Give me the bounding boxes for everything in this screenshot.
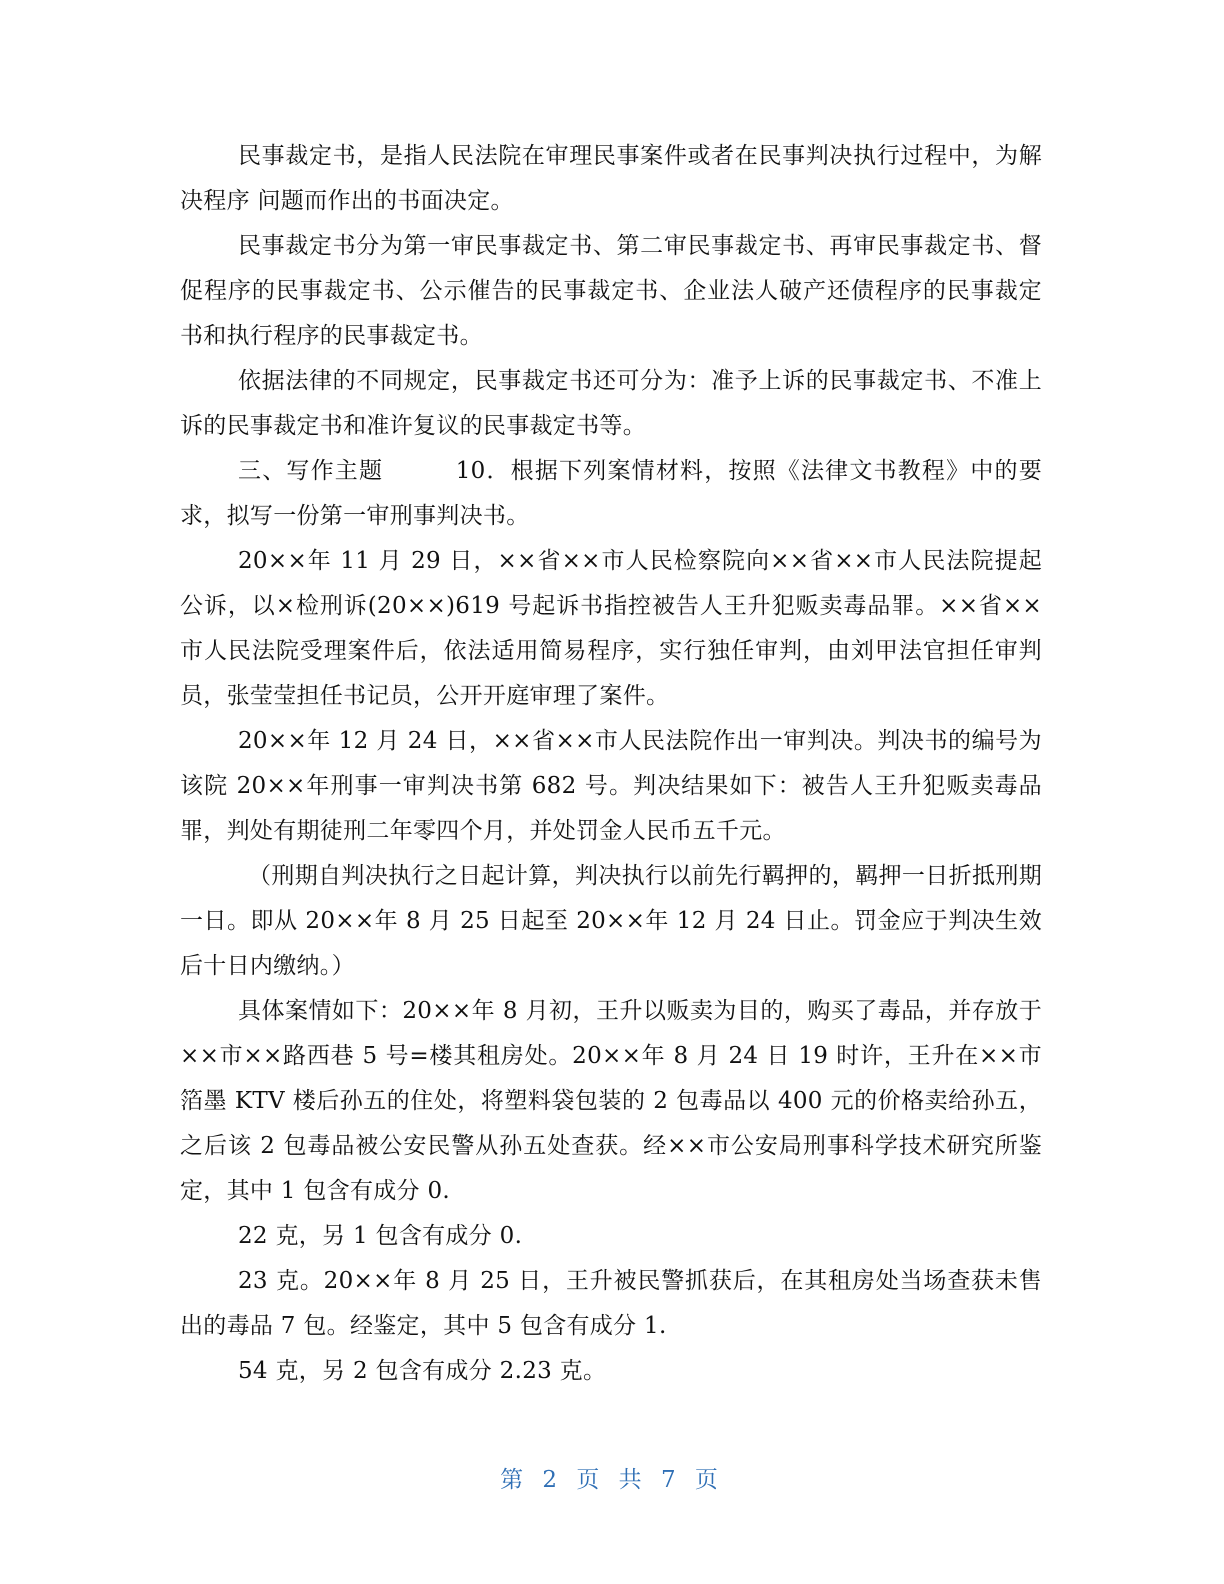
paragraph-legal-types: 依据法律的不同规定，民事裁定书还可分为：准予上诉的民事裁定书、不准上诉的民事裁定书和准许复议的民事裁定书等。	[180, 368, 1042, 439]
paragraph-prosecution: 20××年 11 月 29 日，××省××市人民检察院向××省××市人民法院提起公诉，以×检刑诉(20××)619 号起诉书指控被告人王升犯贩卖毒品罪。××省××市人民法院受理案件后，依法适用简易程序，实行独任审判，由刘甲法官担任审判员，张莹莹担任书记员，公开开庭审理了案件。	[180, 548, 1042, 709]
paragraph-definition: 民事裁定书，是指人民法院在审理民事案件或者在民事判决执行过程中，为解决程序 问题而作出的书面决定。	[180, 143, 1042, 214]
paragraph-sentence-note: （刑期自判决执行之日起计算，判决执行以前先行羁押的，羁押一日折抵刑期一日。即从 20××年 8 月 25 日起至 20××年 12 月 24 日止。罚金应于判决生效后十日内缴纳。）	[180, 863, 1042, 979]
paragraph-judgment: 20××年 12 月 24 日，××省××市人民法院作出一审判决。判决书的编号为该院 20××年刑事一审判决书第 682 号。判决结果如下：被告人王升犯贩卖毒品罪，判处有期徒刑二年零四个月，并处罚金人民币五千元。	[180, 728, 1042, 844]
page-number-footer: 第 2 页 共 7 页	[500, 1467, 724, 1493]
paragraph-case-fragment-3: 54 克，另 2 包含有成分 2.23 克。	[238, 1358, 607, 1384]
document-body	[180, 134, 1042, 1394]
paragraph-case-details: 具体案情如下：20××年 8 月初，王升以贩卖为目的，购买了毒品，并存放于××市××路西巷 5 号=楼其租房处。20××年 8 月 24 日 19 时许，王升在××市箔墨 KTV 楼后孙五的住处，将塑料袋包装的 2 包毒品以 400 元的价格卖给孙五，之后该 2 包毒品被公安民警从孙五处查获。经××市公安局刑事科学技术研究所鉴定，其中 1 包含有成分 0.	[180, 998, 1042, 1204]
paragraph-types: 民事裁定书分为第一审民事裁定书、第二审民事裁定书、再审民事裁定书、督促程序的民事裁定书、公示催告的民事裁定书、企业法人破产还债程序的民事裁定书和执行程序的民事裁定书。	[180, 233, 1042, 349]
paragraph-case-fragment-2: 23 克。20××年 8 月 25 日，王升被民警抓获后，在其租房处当场查获未售出的毒品 7 包。经鉴定，其中 5 包含有成分 1.	[180, 1268, 1042, 1339]
paragraph-case-fragment-1: 22 克，另 1 包含有成分 0.	[238, 1223, 523, 1249]
paragraph-writing-topic: 三、写作主题 10．根据下列案情材料，按照《法律文书教程》中的要求，拟写一份第一审刑事判决书。	[180, 458, 1042, 529]
